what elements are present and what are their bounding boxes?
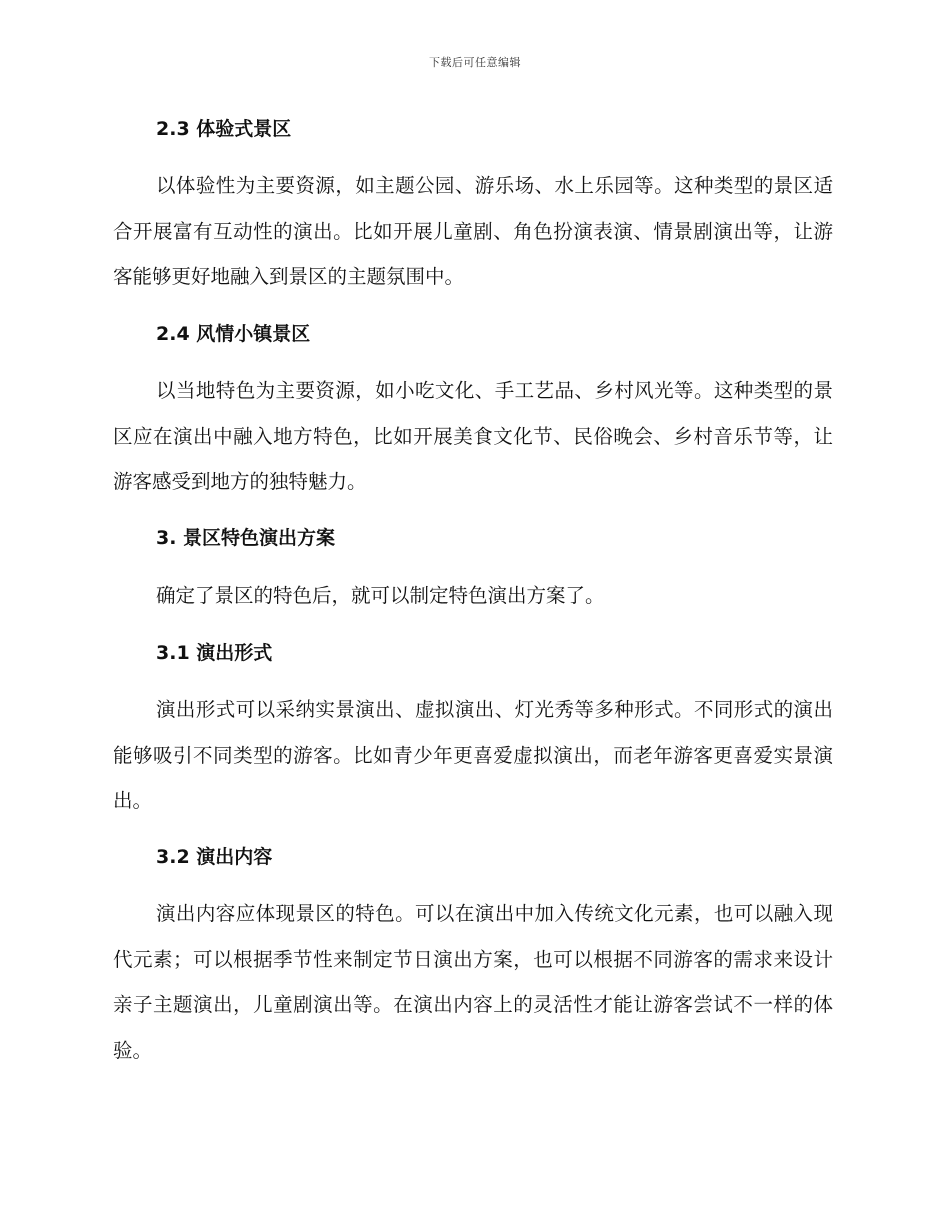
section-heading-2-3: 2.3 体验式景区	[156, 118, 292, 140]
section-heading-3-1: 3.1 演出形式	[156, 642, 273, 664]
section-heading-2-4: 2.4 风情小镇景区	[156, 323, 311, 345]
section-paragraph-3-1: 演出形式可以采纳实景演出、虚拟演出、灯光秀等多种形式。不同形式的演出能够吸引不同类型的游客。比如青少年更喜爱虚拟演出，而老年游客更喜爱实景演出。	[113, 698, 833, 812]
page-header-note: 下载后可任意编辑	[429, 56, 521, 69]
section-heading-3: 3. 景区特色演出方案	[156, 527, 336, 549]
section-paragraph-2-4: 以当地特色为主要资源，如小吃文化、手工艺品、乡村风光等。这种类型的景区应在演出中融入地方特色，比如开展美食文化节、民俗晚会、乡村音乐节等，让游客感受到地方的独特魅力。	[113, 379, 833, 493]
section-paragraph-2-3: 以体验性为主要资源，如主题公园、游乐场、水上乐园等。这种类型的景区适合开展富有互动性的演出。比如开展儿童剧、角色扮演表演、情景剧演出等，让游客能够更好地融入到景区的主题氛围中。	[113, 174, 833, 288]
section-paragraph-3: 确定了景区的特色后，就可以制定特色演出方案了。	[156, 584, 605, 607]
section-heading-3-2: 3.2 演出内容	[156, 846, 273, 868]
section-paragraph-3-2: 演出内容应体现景区的特色。可以在演出中加入传统文化元素，也可以融入现代元素；可以根据季节性来制定节日演出方案，也可以根据不同游客的需求来设计亲子主题演出，儿童剧演出等。在演出内容上的灵活性才能让游客尝试不一样的体验。	[113, 902, 833, 1062]
